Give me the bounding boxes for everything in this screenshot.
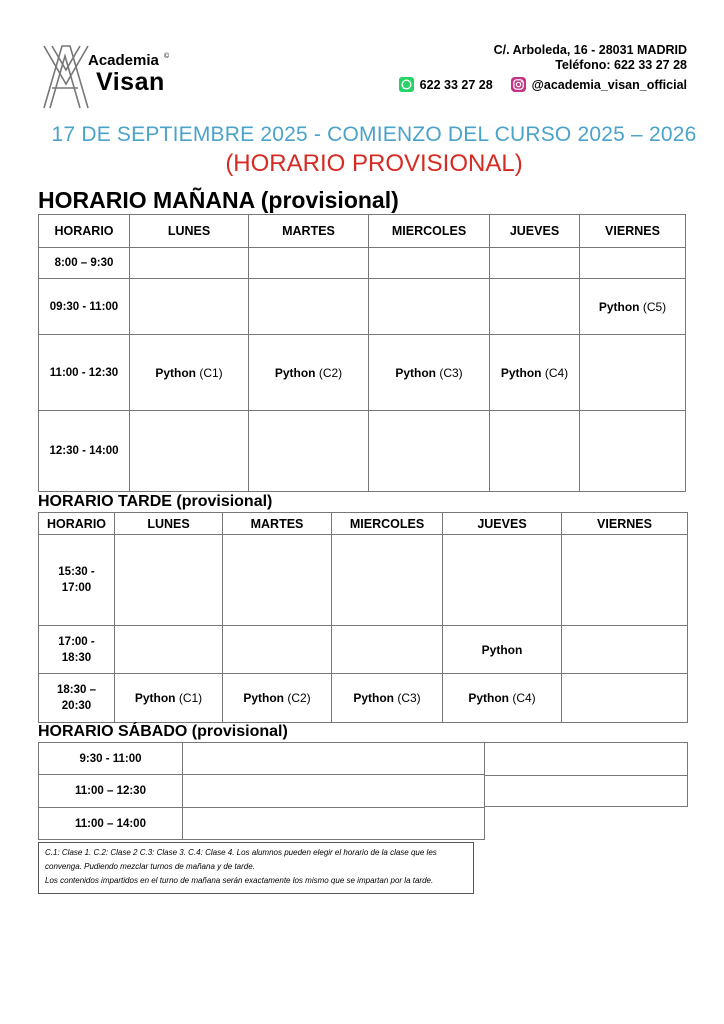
afternoon-table xyxy=(38,512,688,723)
saturday-extra-divider xyxy=(485,775,687,776)
address: C/. Arboleda, 16 - 28031 MADRID xyxy=(493,43,687,57)
course-name: Python xyxy=(598,299,640,314)
class-cell xyxy=(223,535,332,626)
col-header: VIERNES xyxy=(562,513,688,535)
class-cell xyxy=(183,808,485,840)
table-row xyxy=(39,248,686,279)
col-header: VIERNES xyxy=(580,215,686,248)
class-cell: Python (C2) xyxy=(223,674,332,723)
logo-mark-icon xyxy=(42,44,92,110)
afternoon-heading: HORARIO TARDE (provisional) xyxy=(38,493,273,510)
course-name: Python xyxy=(500,365,542,380)
time-cell: 11:00 – 14:00 xyxy=(39,808,183,840)
morning-table xyxy=(38,214,686,492)
class-cell xyxy=(223,626,332,674)
class-cell: Python (C5) xyxy=(580,279,686,335)
course-start-title: 17 DE SEPTIEMBRE 2025 - COMIENZO DEL CURSO 2025 – 2026 xyxy=(51,123,697,146)
whatsapp-icon xyxy=(399,77,414,92)
instagram-contact[interactable] xyxy=(511,77,687,92)
address-block xyxy=(494,43,687,73)
time-cell: 11:00 - 12:30 xyxy=(39,335,130,411)
table-header-row xyxy=(39,215,686,248)
class-cell: Python (C1) xyxy=(115,674,223,723)
class-cell xyxy=(490,411,580,492)
logo-line2: Visan xyxy=(96,68,165,96)
table-row xyxy=(39,279,686,335)
table-row xyxy=(39,626,688,674)
class-cell xyxy=(115,535,223,626)
phone-line: Teléfono: 622 33 27 28 xyxy=(555,58,687,72)
whatsapp-contact[interactable] xyxy=(399,77,493,92)
class-cell xyxy=(580,411,686,492)
time-cell: 9:30 - 11:00 xyxy=(39,743,183,775)
time-cell: 8:00 – 9:30 xyxy=(39,248,130,279)
class-cell xyxy=(490,248,580,279)
saturday-heading: HORARIO SÁBADO (provisional) xyxy=(38,723,288,740)
course-name: Python xyxy=(155,365,196,380)
saturday-extra-cells xyxy=(484,742,688,807)
time-start: 15:30 - xyxy=(58,566,95,578)
logo-line1: Academia xyxy=(88,52,159,69)
col-header: MIERCOLES xyxy=(369,215,490,248)
logo-reg-mark: © xyxy=(164,53,170,60)
class-cell xyxy=(562,674,688,723)
time-end: 17:00 xyxy=(61,582,92,594)
col-header: MARTES xyxy=(223,513,332,535)
time-cell: 12:30 - 14:00 xyxy=(39,411,130,492)
time-cell: 09:30 - 11:00 xyxy=(39,279,130,335)
class-cell xyxy=(249,279,369,335)
class-cell xyxy=(183,743,485,775)
class-cell xyxy=(332,626,443,674)
whatsapp-number: 622 33 27 28 xyxy=(419,77,493,92)
table-row xyxy=(39,674,688,723)
contact-row xyxy=(399,77,687,92)
class-cell xyxy=(130,279,249,335)
time-end: 18:30 xyxy=(61,651,92,664)
class-cell xyxy=(562,626,688,674)
class-cell xyxy=(332,535,443,626)
time-start: 18:30 – xyxy=(56,684,96,696)
time-cell xyxy=(39,626,115,674)
col-header: MIERCOLES xyxy=(332,513,443,535)
class-cell xyxy=(580,248,686,279)
provisional-title: (HORARIO PROVISIONAL) xyxy=(225,150,523,177)
course-name: Python xyxy=(353,691,394,705)
class-cell xyxy=(249,411,369,492)
class-cell xyxy=(490,279,580,335)
table-header-row xyxy=(39,513,688,535)
class-cell xyxy=(369,279,490,335)
table-row xyxy=(39,535,688,626)
saturday-table xyxy=(38,742,485,840)
note-line: Los contenidos impartidos en el turno de mañana serán exactamente los mismo que se impartan por la tarde. xyxy=(45,876,434,885)
class-cell xyxy=(369,411,490,492)
schedule-note xyxy=(38,842,474,894)
class-cell: Python (C4) xyxy=(490,335,580,411)
time-start: 17:00 - xyxy=(58,635,95,648)
instagram-icon xyxy=(511,77,526,92)
time-end: 20:30 xyxy=(61,700,92,712)
course-name: Python xyxy=(274,365,316,380)
col-header: LUNES xyxy=(130,215,249,248)
table-row xyxy=(39,775,485,808)
course-name: Python xyxy=(468,691,509,705)
class-cell xyxy=(369,248,490,279)
note-line: convenga. Pudiendo mezclar turnos de mañana y de tarde. xyxy=(45,862,255,871)
col-header: HORARIO xyxy=(39,513,115,535)
class-cell xyxy=(130,411,249,492)
table-row xyxy=(39,743,485,775)
col-header: HORARIO xyxy=(39,215,130,248)
class-cell xyxy=(443,626,562,674)
class-cell xyxy=(183,775,485,808)
class-cell: Python (C3) xyxy=(369,335,490,411)
class-cell xyxy=(562,535,688,626)
class-cell xyxy=(115,626,223,674)
course-name: Python xyxy=(134,691,176,705)
table-row xyxy=(39,808,485,840)
class-cell: Python (C1) xyxy=(130,335,249,411)
col-header: JUEVES xyxy=(490,215,580,248)
class-cell xyxy=(130,248,249,279)
course-name: Python xyxy=(395,365,436,380)
instagram-handle: @academia_visan_official xyxy=(531,77,687,92)
note-line: C.1: Clase 1. C.2: Clase 2 C.3: Clase 3. C.4: Clase 4. Los alumnos pueden elegir el horario de la clase que les xyxy=(45,848,437,857)
class-cell: Python (C4) xyxy=(443,674,562,723)
time-cell xyxy=(39,535,115,626)
class-cell: Python (C2) xyxy=(249,335,369,411)
col-header: MARTES xyxy=(249,215,369,248)
col-header: LUNES xyxy=(115,513,223,535)
table-row xyxy=(39,335,686,411)
class-cell: Python (C3) xyxy=(332,674,443,723)
time-cell: 11:00 – 12:30 xyxy=(39,775,183,808)
time-cell xyxy=(39,674,115,723)
morning-heading: HORARIO MAÑANA (provisional) xyxy=(38,187,399,213)
table-row xyxy=(39,411,686,492)
class-cell xyxy=(443,535,562,626)
course-name: Python xyxy=(243,691,284,705)
course-name: Python xyxy=(481,642,523,657)
class-cell xyxy=(580,335,686,411)
academy-logo xyxy=(42,44,172,110)
col-header: JUEVES xyxy=(443,513,562,535)
class-cell xyxy=(249,248,369,279)
